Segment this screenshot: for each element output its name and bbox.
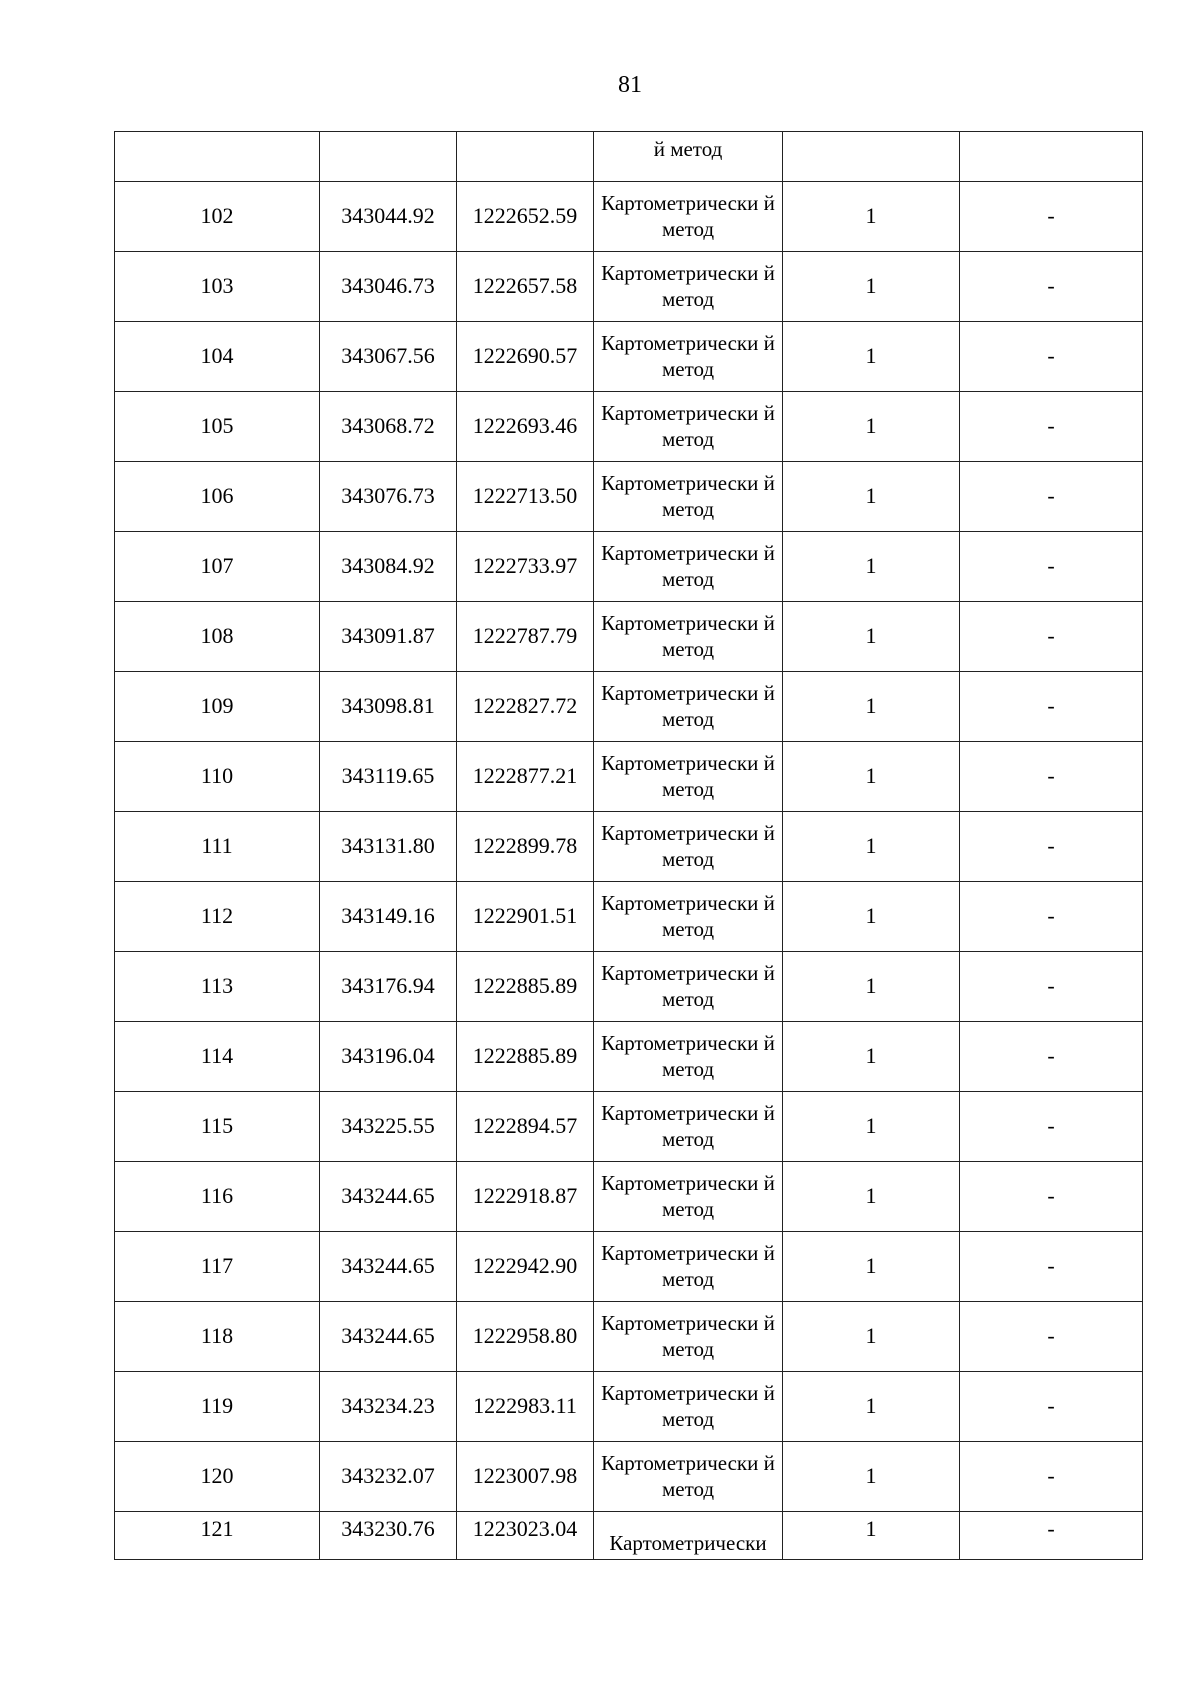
cell-num: 112: [115, 882, 320, 952]
cell-num: 103: [115, 252, 320, 322]
cell-note: -: [960, 882, 1143, 952]
cell-y: 1222983.11: [457, 1372, 594, 1442]
cell-method: Картометрически й метод: [594, 1442, 783, 1512]
cell-num: 113: [115, 952, 320, 1022]
cell-accuracy: 1: [783, 742, 960, 812]
table-row: [115, 392, 1143, 462]
cell-y: 1222713.50: [457, 462, 594, 532]
cell-note: -: [960, 1162, 1143, 1232]
cell-y: 1222942.90: [457, 1232, 594, 1302]
cell-x: 343196.04: [320, 1022, 457, 1092]
cell-accuracy: 1: [783, 1302, 960, 1372]
cell-num: 107: [115, 532, 320, 602]
cell-x: 343046.73: [320, 252, 457, 322]
cell-num: 119: [115, 1372, 320, 1442]
table-row: [115, 742, 1143, 812]
cell-num: 109: [115, 672, 320, 742]
cell-y: 1222693.46: [457, 392, 594, 462]
cell-accuracy: 1: [783, 1022, 960, 1092]
cell-accuracy: 1: [783, 1092, 960, 1162]
cell-x: 343225.55: [320, 1092, 457, 1162]
table-row: [115, 182, 1143, 252]
cell-y: 1222827.72: [457, 672, 594, 742]
cell-accuracy: 1: [783, 812, 960, 882]
cell-num: 108: [115, 602, 320, 672]
cell-accuracy: 1: [783, 672, 960, 742]
cell-x: 343232.07: [320, 1442, 457, 1512]
cell-x: 343244.65: [320, 1302, 457, 1372]
coordinates-table-body: [115, 132, 1143, 1560]
cell-num: 111: [115, 812, 320, 882]
cell-accuracy: 1: [783, 252, 960, 322]
cell-accuracy: 1: [783, 1512, 960, 1560]
cell-x: 343176.94: [320, 952, 457, 1022]
cell-x: 343244.65: [320, 1162, 457, 1232]
cell-y: 1222894.57: [457, 1092, 594, 1162]
cell-method: Картометрически й метод: [594, 1022, 783, 1092]
cell-y: 1223007.98: [457, 1442, 594, 1512]
cell-y: 1222787.79: [457, 602, 594, 672]
cell-y: 1222899.78: [457, 812, 594, 882]
cell-x: 343149.16: [320, 882, 457, 952]
cell-method: Картометрически й метод: [594, 952, 783, 1022]
table-row: [115, 1162, 1143, 1232]
cell-note: -: [960, 1092, 1143, 1162]
cell-x: 343044.92: [320, 182, 457, 252]
cell-num: 121: [115, 1512, 320, 1560]
cell-y: 1222733.97: [457, 532, 594, 602]
cell-y: 1222877.21: [457, 742, 594, 812]
cell-note: -: [960, 672, 1143, 742]
cell-note: -: [960, 952, 1143, 1022]
cell-y: 1222652.59: [457, 182, 594, 252]
cell-note: -: [960, 742, 1143, 812]
cell-method: Картометрически й метод: [594, 1372, 783, 1442]
cell-accuracy: 1: [783, 1372, 960, 1442]
cell-method: Картометрически й метод: [594, 1092, 783, 1162]
cell-num: 114: [115, 1022, 320, 1092]
cell-note: -: [960, 1372, 1143, 1442]
cell-note: -: [960, 1232, 1143, 1302]
table-row: [115, 1302, 1143, 1372]
cell-note: -: [960, 462, 1143, 532]
table-row: [115, 1022, 1143, 1092]
cell-method: Картометрически й метод: [594, 252, 783, 322]
cell-note: -: [960, 252, 1143, 322]
cell-method: Картометрически й метод: [594, 1162, 783, 1232]
table-row: [115, 882, 1143, 952]
cell-note: -: [960, 182, 1143, 252]
cell-method: Картометрически й метод: [594, 1232, 783, 1302]
cell-method: Картометрически й метод: [594, 1302, 783, 1372]
cell-note: -: [960, 1022, 1143, 1092]
cell-note: -: [960, 1302, 1143, 1372]
table-row: [115, 1232, 1143, 1302]
table-row: [115, 252, 1143, 322]
coordinates-table: [114, 131, 1143, 1560]
cell-x: 343131.80: [320, 812, 457, 882]
cell-note: -: [960, 532, 1143, 602]
cell-method: Картометрически й метод: [594, 812, 783, 882]
cell-accuracy: 1: [783, 322, 960, 392]
method-tail: й метод: [653, 136, 723, 161]
cell-num: 104: [115, 322, 320, 392]
cell-y: 1223023.04: [457, 1512, 594, 1560]
cell-note: -: [960, 1512, 1143, 1560]
table-row: [115, 952, 1143, 1022]
cell-method: Картометрически й метод: [594, 602, 783, 672]
cell-x: 343234.23: [320, 1372, 457, 1442]
table-row: [115, 1512, 1143, 1560]
cell-x: 343230.76: [320, 1512, 457, 1560]
cell-num: 118: [115, 1302, 320, 1372]
table-row: [115, 322, 1143, 392]
cell-num: [115, 132, 320, 182]
cell-method: Картометрически й метод: [594, 182, 783, 252]
cell-method: Картометрически й метод: [594, 532, 783, 602]
cell-method: Картометрически й метод: [594, 462, 783, 532]
cell-accuracy: 1: [783, 882, 960, 952]
cell-y: 1222918.87: [457, 1162, 594, 1232]
cell-note: [960, 132, 1143, 182]
cell-y: [457, 132, 594, 182]
table-row: [115, 812, 1143, 882]
cell-accuracy: 1: [783, 602, 960, 672]
cell-accuracy: 1: [783, 1442, 960, 1512]
cell-num: 115: [115, 1092, 320, 1162]
cell-y: 1222690.57: [457, 322, 594, 392]
table-row: [115, 1372, 1143, 1442]
cell-x: 343076.73: [320, 462, 457, 532]
cell-x: 343068.72: [320, 392, 457, 462]
cell-x: 343119.65: [320, 742, 457, 812]
cell-num: 110: [115, 742, 320, 812]
continued-row: [115, 132, 1143, 182]
cell-num: 106: [115, 462, 320, 532]
cell-method: Картометрически й метод: [594, 742, 783, 812]
cell-num: 116: [115, 1162, 320, 1232]
cell-note: -: [960, 322, 1143, 392]
cell-y: 1222885.89: [457, 1022, 594, 1092]
cell-num: 120: [115, 1442, 320, 1512]
table-row: [115, 462, 1143, 532]
cell-method: Картометрически й метод: [594, 322, 783, 392]
cell-accuracy: 1: [783, 1162, 960, 1232]
table-row: [115, 602, 1143, 672]
table-row: [115, 1442, 1143, 1512]
cell-accuracy: 1: [783, 392, 960, 462]
cell-method: [594, 132, 783, 182]
cell-note: -: [960, 812, 1143, 882]
cell-y: 1222901.51: [457, 882, 594, 952]
cell-x: 343084.92: [320, 532, 457, 602]
cell-note: -: [960, 1442, 1143, 1512]
cell-accuracy: 1: [783, 1232, 960, 1302]
table-row: [115, 532, 1143, 602]
cell-accuracy: [783, 132, 960, 182]
cell-y: 1222958.80: [457, 1302, 594, 1372]
cell-accuracy: 1: [783, 532, 960, 602]
cell-x: 343067.56: [320, 322, 457, 392]
cell-method: Картометрически й метод: [594, 672, 783, 742]
cell-y: 1222657.58: [457, 252, 594, 322]
cell-num: 105: [115, 392, 320, 462]
cell-x: [320, 132, 457, 182]
cell-num: 117: [115, 1232, 320, 1302]
cell-x: 343091.87: [320, 602, 457, 672]
cell-note: -: [960, 602, 1143, 672]
cell-method: Картометрически: [594, 1512, 783, 1560]
table-row: [115, 1092, 1143, 1162]
table-row: [115, 672, 1143, 742]
cell-accuracy: 1: [783, 462, 960, 532]
cell-accuracy: 1: [783, 952, 960, 1022]
cell-method: Картометрически й метод: [594, 392, 783, 462]
cell-x: 343098.81: [320, 672, 457, 742]
cell-num: 102: [115, 182, 320, 252]
cell-x: 343244.65: [320, 1232, 457, 1302]
cell-method: Картометрически й метод: [594, 882, 783, 952]
cell-note: -: [960, 392, 1143, 462]
cell-accuracy: 1: [783, 182, 960, 252]
cell-y: 1222885.89: [457, 952, 594, 1022]
page-number: 81: [618, 72, 642, 98]
